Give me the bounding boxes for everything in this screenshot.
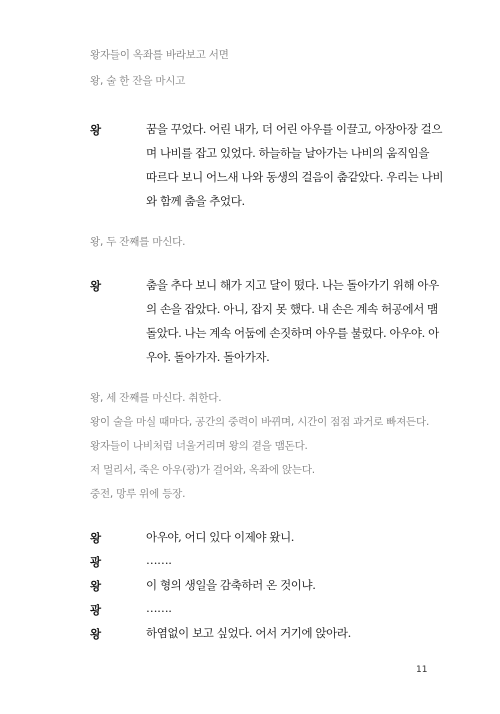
stage-direction: 왕이 술을 마실 때마다, 공간의 중력이 바뀌며, 시간이 점점 과거로 빠져든다. (90, 416, 430, 428)
dialogue-line: 와 함께 춤을 추었다. (146, 194, 245, 208)
stage-direction: 왕, 세 잔째를 마신다. 취한다. (90, 392, 222, 404)
dialogue-line: 며 나비를 잡고 있었다. 하늘하늘 날아가는 나비의 움직임을 (146, 146, 430, 160)
speaker-name: 광 (90, 555, 102, 569)
dialogue-line: 춤을 추다 보니 해가 지고 달이 떴다. 나는 돌아가기 위해 아우 (146, 278, 439, 292)
speaker-name: 광 (90, 603, 102, 617)
speaker-name: 왕 (90, 123, 102, 137)
stage-direction: 왕자들이 옥좌를 바라보고 서면 (90, 49, 229, 61)
stage-direction: 중전, 망루 위에 등장. (90, 488, 186, 500)
dialogue-line: 이 형의 생일을 감축하러 온 것이냐. (146, 578, 316, 592)
dialogue-line: ……. (146, 553, 172, 567)
speaker-name: 왕 (90, 531, 102, 545)
dialogue-line: 꿈을 꾸었다. 어린 내가, 더 어린 아우를 이끌고, 아장아장 걸으 (146, 122, 443, 136)
stage-direction: 왕, 술 한 잔을 마시고 (90, 75, 186, 87)
stage-direction: 왕, 두 잔째를 마신다. (90, 236, 186, 248)
dialogue-line: 의 손을 잡았다. 아니, 잡지 못 했다. 내 손은 계속 허공에서 맴 (146, 302, 438, 316)
dialogue-line: 하염없이 보고 싶었다. 어서 거기에 앉아라. (146, 626, 351, 640)
stage-direction: 왕자들이 나비처럼 너울거리며 왕의 곁을 맴돈다. (90, 440, 308, 452)
speaker-name: 왕 (90, 627, 102, 641)
dialogue-line: 돌았다. 나는 계속 어둠에 손짓하며 아우를 불렀다. 아우야. 아 (146, 326, 439, 340)
dialogue-line: 우야. 돌아가자. 돌아가자. (146, 350, 270, 364)
dialogue-line: 아우야, 어디 있다 이제야 왔니. (146, 530, 295, 544)
dialogue-line: ……. (146, 601, 172, 615)
speaker-name: 왕 (90, 279, 102, 293)
page-number: 11 (416, 665, 428, 675)
dialogue-line: 따르다 보니 어느새 나와 동생의 걸음이 춤같았다. 우리는 나비 (146, 170, 444, 184)
stage-direction: 저 멀리서, 죽은 아우(광)가 걸어와, 옥좌에 앉는다. (90, 464, 315, 476)
speaker-name: 왕 (90, 579, 102, 593)
